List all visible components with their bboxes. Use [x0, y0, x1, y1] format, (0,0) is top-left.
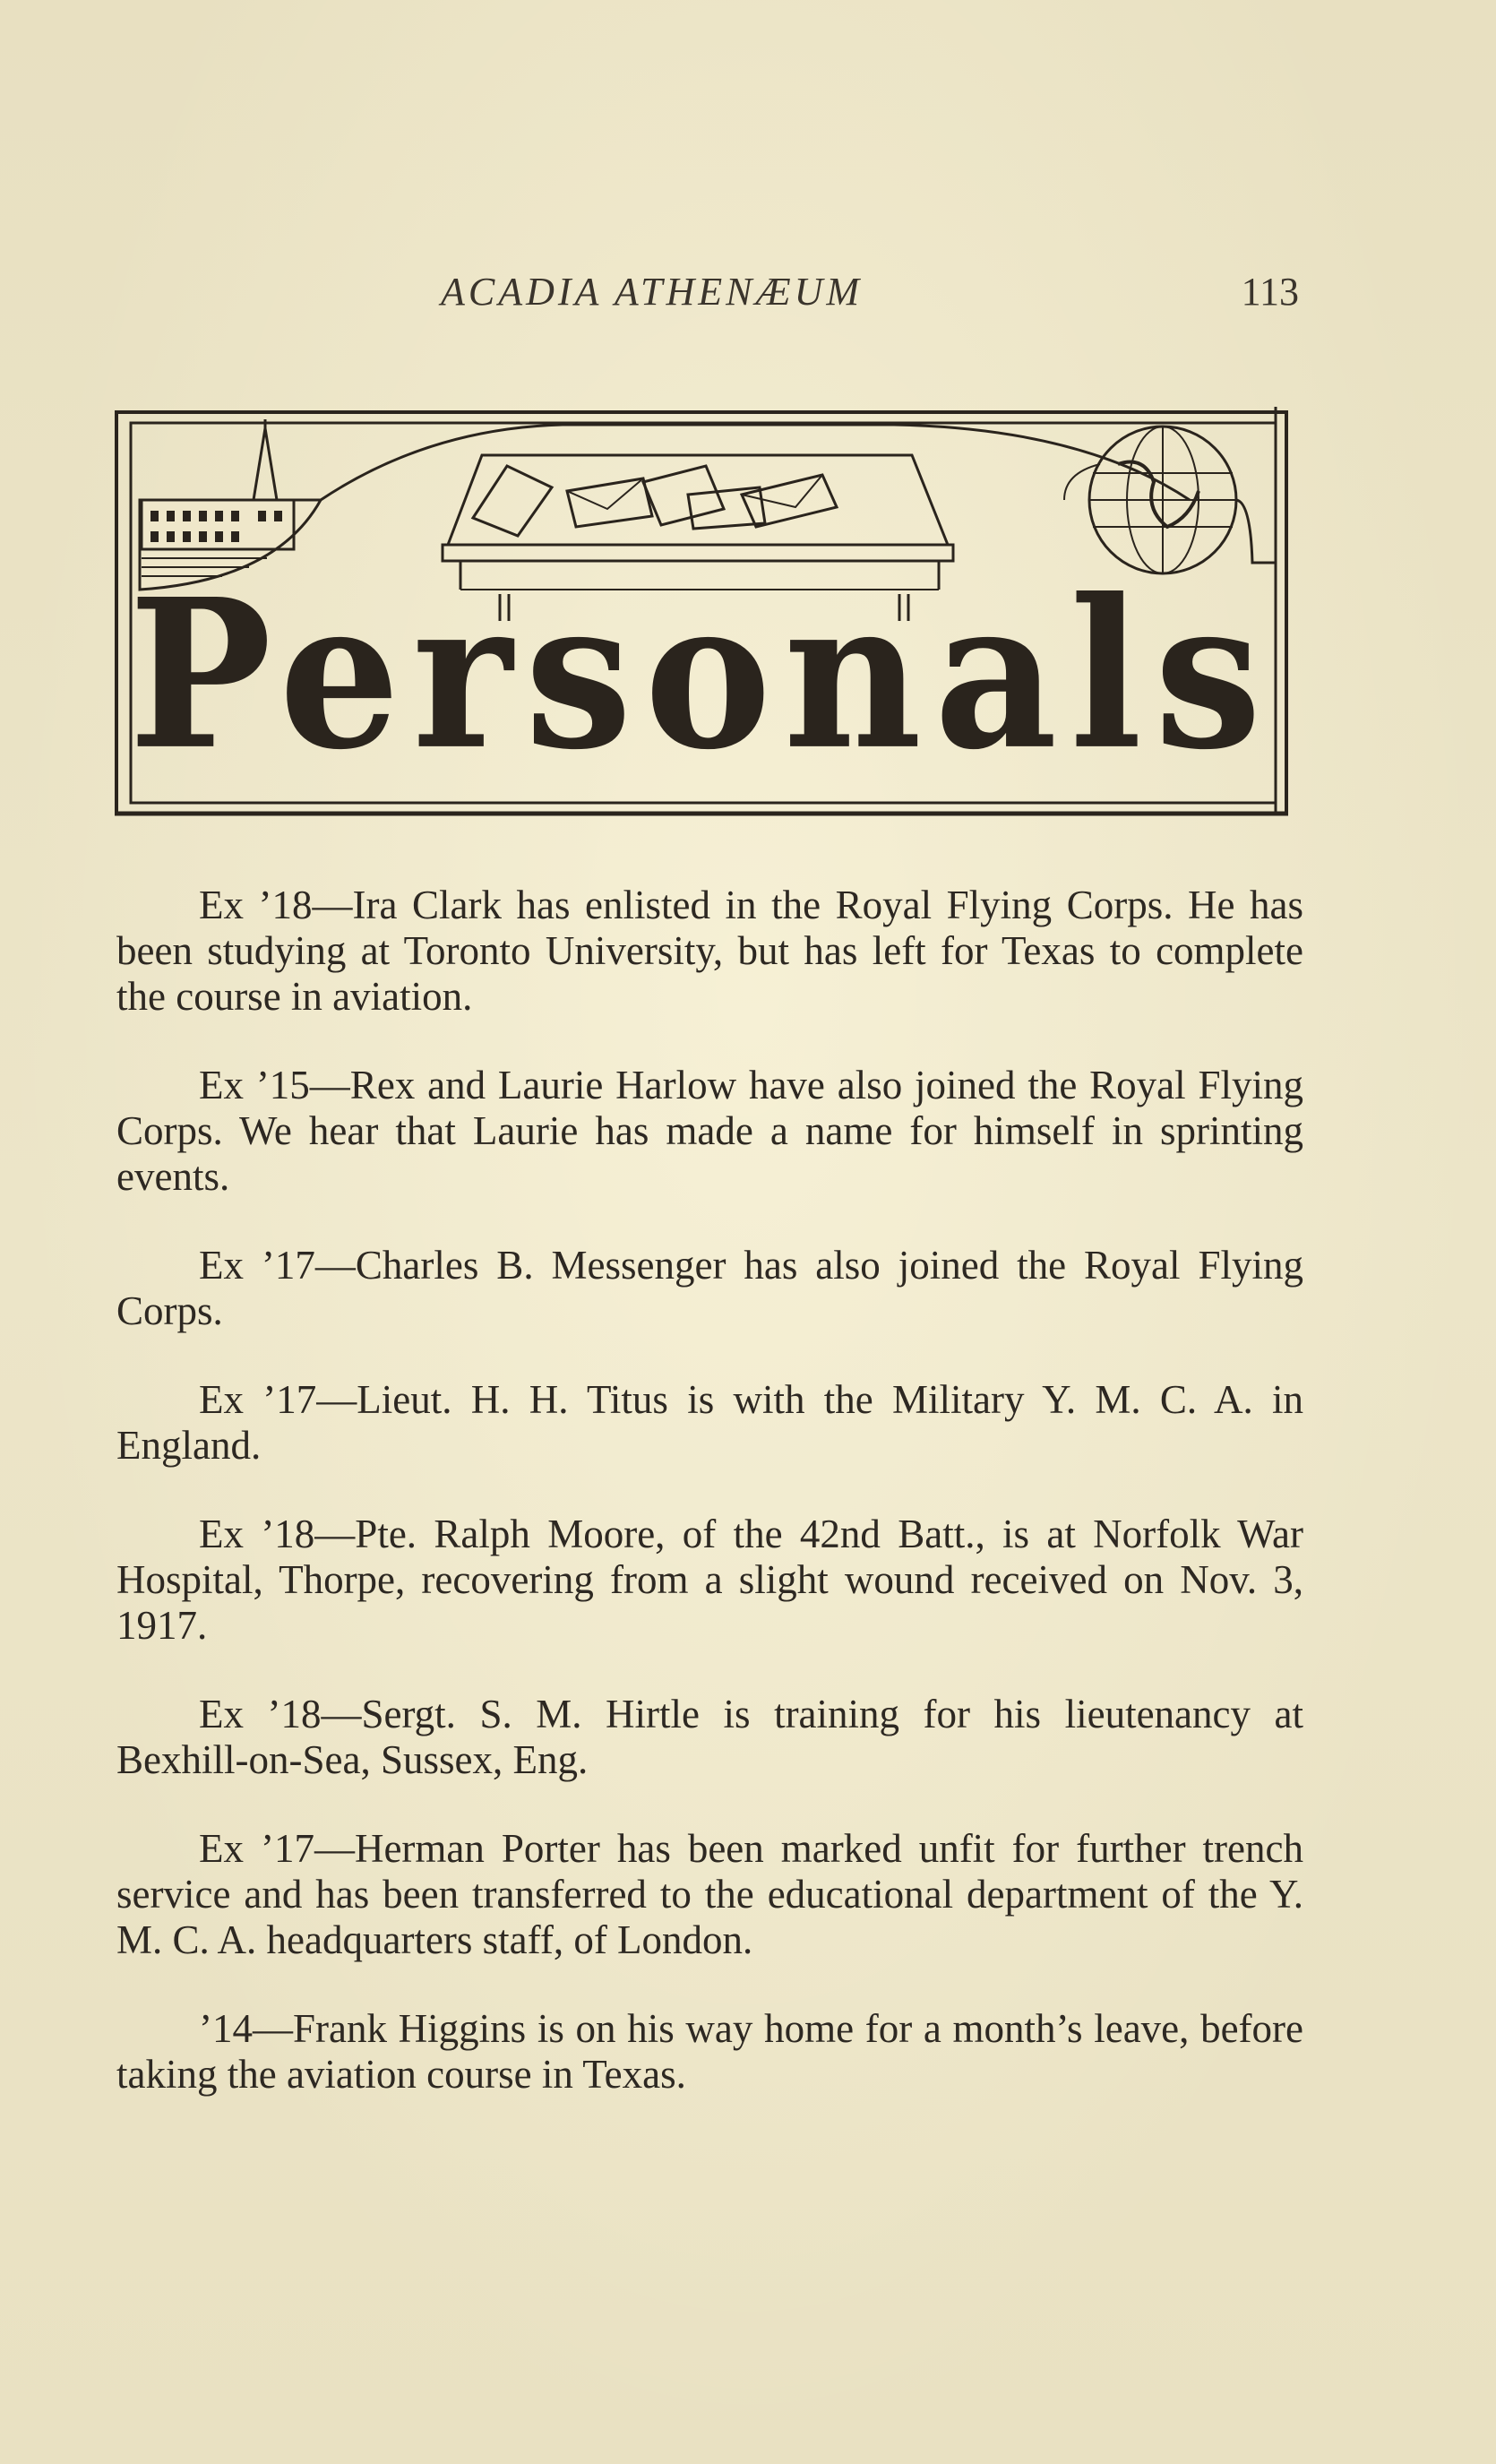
- page-number: 113: [1241, 270, 1299, 314]
- personal-entry: Ex ’15—Rex and Laurie Harlow have also joined the Royal Flying Corps. We hear that Laurie has made a name for himself in sprinting events.: [116, 1063, 1303, 1199]
- running-head: [116, 269, 1299, 323]
- personal-entry: Ex ’17—Herman Porter has been marked unfit for further trench service and has been transferred to the educational department of the Y. M. C. A. headquarters staff, of London.: [116, 1826, 1303, 1962]
- personal-entry: Ex ’17—Charles B. Messenger has also joined the Royal Flying Corps.: [116, 1243, 1303, 1333]
- personal-entry: Ex ’18—Pte. Ralph Moore, of the 42nd Batt., is at Norfolk War Hospital, Thorpe, recovering from a slight wound received on Nov. 3, 1917.: [116, 1512, 1303, 1648]
- personal-entry: Ex ’17—Lieut. H. H. Titus is with the Military Y. M. C. A. in England.: [116, 1377, 1303, 1468]
- personals-banner: [115, 401, 1288, 817]
- banner-title: Personals: [128, 554, 1275, 795]
- personal-entry: ’14—Frank Higgins is on his way home for a month’s leave, before taking the aviation course in Texas.: [116, 2006, 1303, 2097]
- journal-title: ACADIA ATHENÆUM: [441, 270, 864, 314]
- personal-entry: Ex ’18—Ira Clark has enlisted in the Royal Flying Corps. He has been studying at Toronto University, but has left for Texas to complete the course in aviation.: [116, 883, 1303, 1019]
- globe-icon: [1064, 426, 1276, 573]
- personal-entry: Ex ’18—Sergt. S. M. Hirtle is training for his lieutenancy at Bexhill-on-Sea, Sussex, Eng.: [116, 1692, 1303, 1782]
- personals-list: [116, 883, 1303, 2141]
